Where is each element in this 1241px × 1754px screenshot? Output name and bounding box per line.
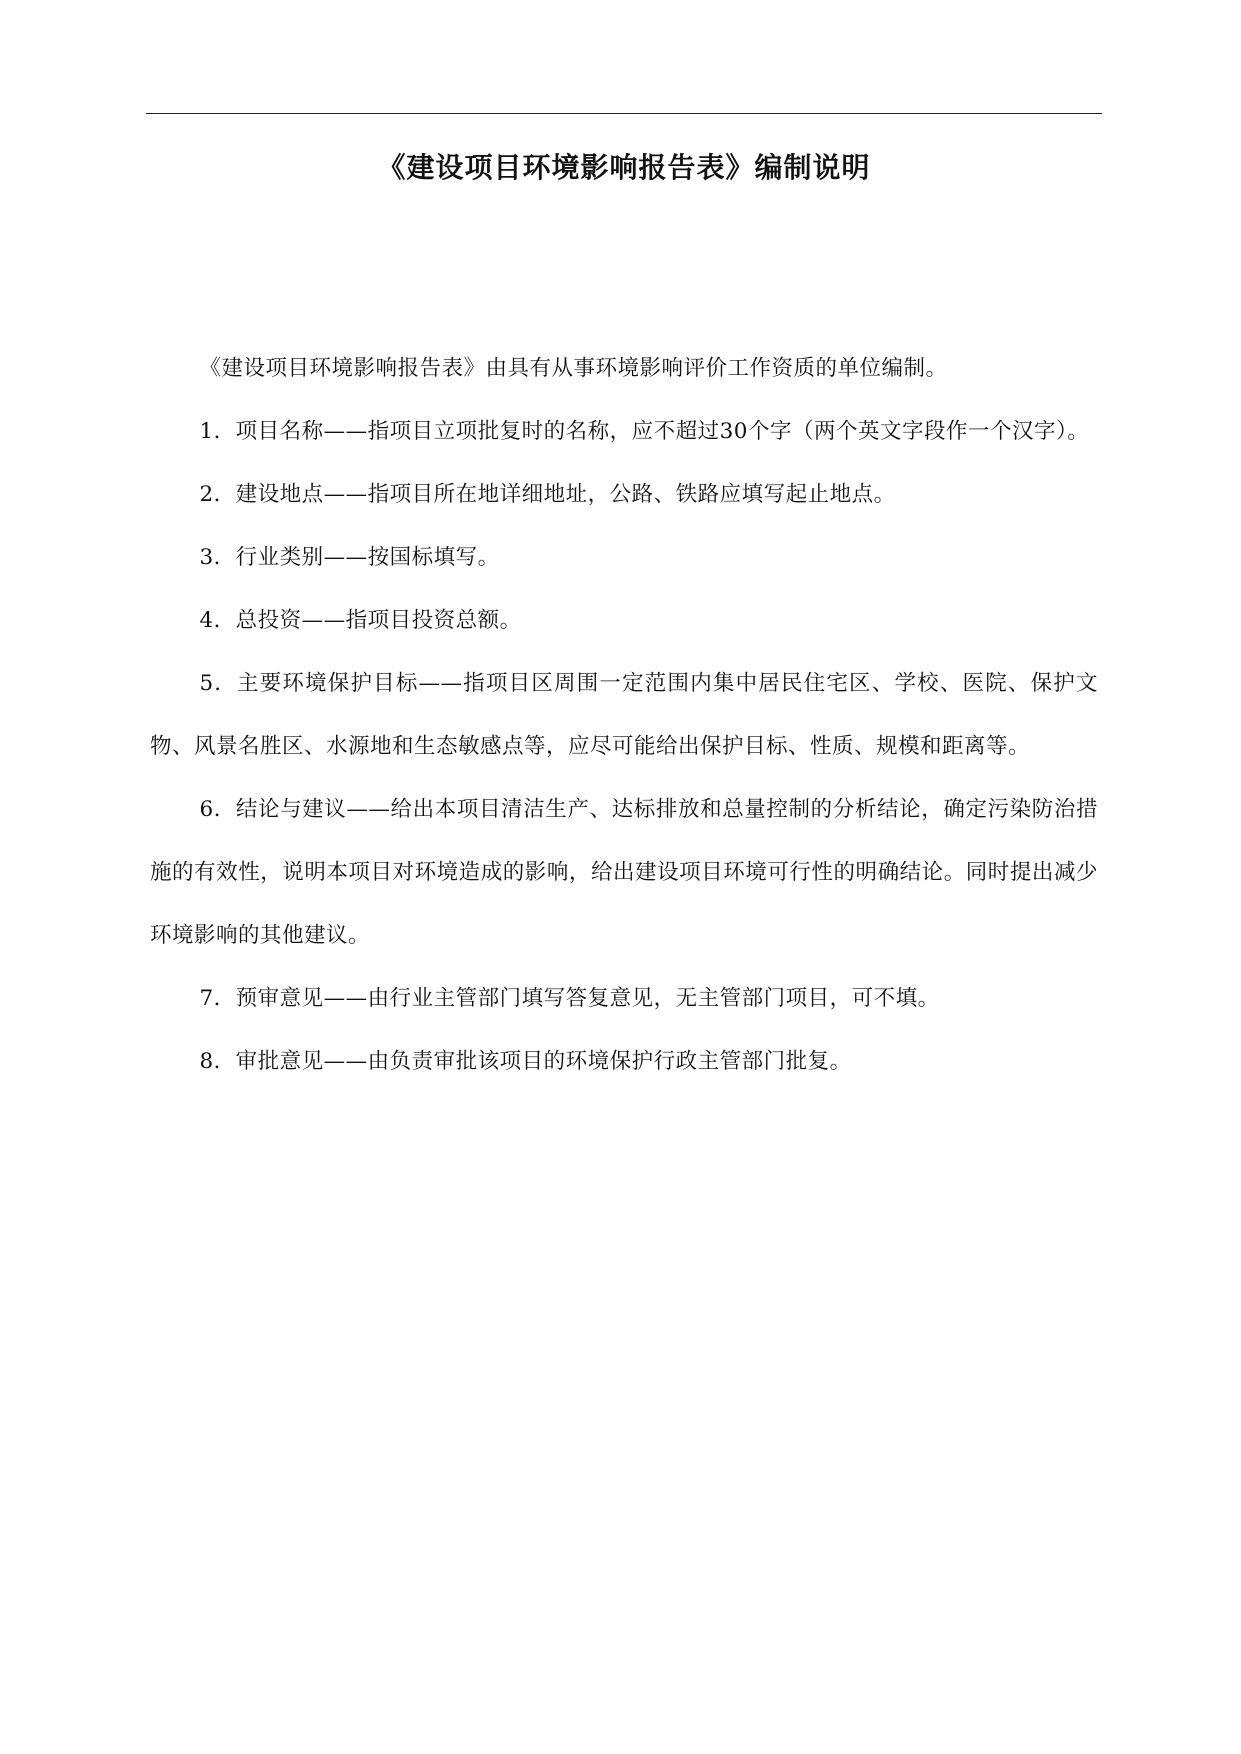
instructions-body — [150, 337, 1098, 1093]
item-construction-site: 2．建设地点——指项目所在地详细地址，公路、铁路应填写起止地点。 — [199, 482, 896, 507]
item-industry-category: 3．行业类别——按国标填写。 — [199, 545, 500, 570]
item-project-name: 1．项目名称——指项目立项批复时的名称，应不超过30个字（两个英文字段作一个汉字）。 — [199, 419, 1090, 444]
item-approval: 8．审批意见——由负责审批该项目的环境保护行政主管部门批复。 — [199, 1049, 852, 1074]
header-rule — [146, 113, 1102, 114]
page-title: 《建设项目环境影响报告表》编制说明 — [377, 151, 871, 184]
item-pre-review: 7．预审意见——由行业主管部门填写答复意见，无主管部门项目，可不填。 — [199, 986, 940, 1011]
item-total-investment: 4．总投资——指项目投资总额。 — [199, 608, 522, 633]
intro-paragraph: 《建设项目环境影响报告表》由具有从事环境影响评价工作资质的单位编制。 — [199, 356, 948, 381]
item-protection-targets: 5．主要环境保护目标——指项目区周围一定范围内集中居民住宅区、学校、医院、保护文物、风景名胜区、水源地和生态敏感点等，应尽可能给出保护目标、性质、规模和距离等。 — [150, 671, 1098, 759]
item-conclusions: 6．结论与建议——给出本项目清洁生产、达标排放和总量控制的分析结论，确定污染防治措施的有效性，说明本项目对环境造成的影响，给出建设项目环境可行性的明确结论。同时提出减少环境影响的其他建议。 — [150, 797, 1098, 948]
